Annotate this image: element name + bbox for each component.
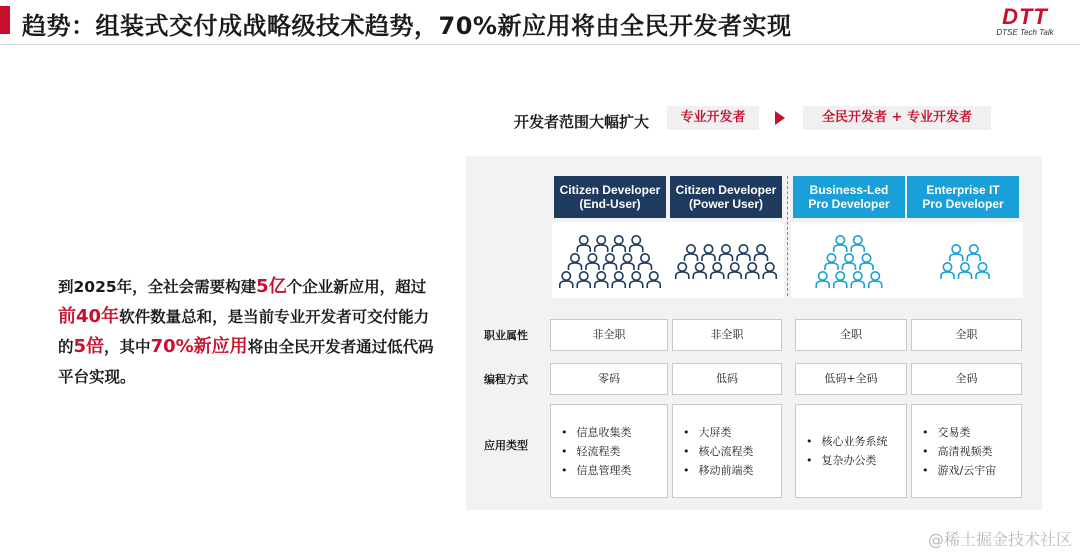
person-head-icon [731, 263, 739, 271]
list-item: • 交易类 [922, 423, 996, 442]
dev-card-citizen-power-user [670, 176, 782, 218]
list-item: • 信息管理类 [561, 461, 632, 480]
person-body-icon [763, 272, 776, 279]
people-small-group-icon [907, 222, 1023, 298]
person-body-icon [569, 263, 582, 270]
dev-card-citizen-end-user [554, 176, 666, 218]
person-body-icon [586, 263, 599, 270]
person-body-icon [869, 281, 882, 288]
person-head-icon [704, 245, 712, 253]
title-accent-bar [0, 6, 10, 34]
chip-pro-developer: 专业开发者 [667, 106, 759, 130]
person-head-icon [978, 263, 986, 271]
person-head-icon [687, 245, 695, 253]
person-body-icon [577, 281, 590, 288]
list-item: • 高清视频类 [922, 442, 996, 461]
person-head-icon [597, 236, 605, 244]
person-body-icon [630, 281, 643, 288]
people-group-icon [668, 222, 784, 298]
person-head-icon [952, 245, 960, 253]
app-type-list [561, 423, 632, 480]
person-body-icon [737, 254, 750, 261]
person-body-icon [851, 281, 864, 288]
dev-card-line2: Pro Developer [808, 197, 890, 211]
person-head-icon [819, 272, 827, 280]
person-body-icon [604, 263, 617, 270]
summary-paragraph [58, 272, 438, 392]
dev-card-business-pro [793, 176, 905, 218]
para-highlight-4: 70%新应用 [150, 336, 248, 357]
person-head-icon [836, 236, 844, 244]
person-head-icon [871, 272, 879, 280]
person-head-icon [713, 263, 721, 271]
person-head-icon [615, 272, 623, 280]
dev-card-line2: (Power User) [688, 197, 764, 211]
para-text-2: 个企业新应用，超过 [286, 278, 427, 296]
person-body-icon [595, 281, 608, 288]
dev-card-line2: Pro Developer [922, 197, 1004, 211]
app-type-list [683, 423, 754, 480]
para-text-5: 将由全民开发者通过低代码平台实现。 [58, 338, 434, 386]
cell-attribute: 非全职 [550, 319, 668, 351]
dev-card-line1: Enterprise IT [926, 183, 1000, 197]
para-text-3: 软件数量总和，是当前专业开发者可交付能力的 [58, 308, 430, 356]
list-item: • 复杂办公类 [806, 451, 888, 470]
chip-all-developers: 全民开发者 + 专业开发者 [803, 106, 991, 130]
dev-card-enterprise-it-pro [907, 176, 1019, 218]
cell-app-type [672, 404, 782, 498]
people-pyramid-icon [791, 222, 907, 298]
person-head-icon [632, 272, 640, 280]
cell-method: 低码 [672, 363, 782, 395]
person-body-icon [746, 272, 759, 279]
person-body-icon [851, 245, 864, 252]
brand-logo [990, 4, 1060, 40]
row-label-attribute: 职业属性 [484, 329, 528, 342]
person-body-icon [647, 281, 660, 288]
logo-mark: DTT [1002, 4, 1048, 29]
para-highlight-3: 5倍 [73, 336, 105, 357]
person-head-icon [961, 263, 969, 271]
cell-attribute: 非全职 [672, 319, 782, 351]
dev-card-line1: Citizen Developer [559, 183, 661, 197]
person-head-icon [641, 254, 649, 262]
person-body-icon [755, 254, 768, 261]
person-head-icon [678, 263, 686, 271]
person-body-icon [967, 254, 980, 261]
person-body-icon [816, 281, 829, 288]
dev-card-line1: Business-Led [809, 183, 889, 197]
header [0, 0, 1080, 46]
people-group-svg [668, 222, 784, 298]
person-body-icon [834, 245, 847, 252]
list-item: • 核心流程类 [683, 442, 754, 461]
person-body-icon [639, 263, 652, 270]
person-head-icon [562, 272, 570, 280]
person-head-icon [970, 245, 978, 253]
person-head-icon [632, 236, 640, 244]
person-body-icon [560, 281, 573, 288]
person-body-icon [860, 263, 873, 270]
person-body-icon [711, 272, 724, 279]
person-head-icon [571, 254, 579, 262]
person-body-icon [728, 272, 741, 279]
cell-app-type [550, 404, 668, 498]
people-small-group-svg [907, 222, 1023, 298]
person-head-icon [836, 272, 844, 280]
person-head-icon [827, 254, 835, 262]
arrow-right-icon [775, 111, 785, 125]
person-body-icon [685, 254, 698, 261]
person-head-icon [748, 263, 756, 271]
logo-subtitle: DTSE Tech Talk [996, 28, 1054, 37]
person-body-icon [720, 254, 733, 261]
person-body-icon [950, 254, 963, 261]
cell-app-type [911, 404, 1022, 498]
list-item: • 核心业务系统 [806, 432, 888, 451]
cell-method: 低码+全码 [795, 363, 907, 395]
person-head-icon [854, 236, 862, 244]
cell-attribute: 全职 [795, 319, 907, 351]
person-head-icon [943, 263, 951, 271]
person-body-icon [676, 272, 689, 279]
people-pyramid-icon [552, 222, 668, 298]
dev-card-line1: Citizen Developer [675, 183, 777, 197]
person-body-icon [693, 272, 706, 279]
dashed-separator [787, 176, 788, 296]
person-body-icon [577, 245, 590, 252]
person-head-icon [696, 263, 704, 271]
cell-attribute: 全职 [911, 319, 1022, 351]
people-pyramid-svg [791, 222, 907, 298]
para-text-4: ，其中 [104, 338, 151, 356]
person-head-icon [757, 245, 765, 253]
para-highlight-1: 5亿 [256, 276, 287, 297]
dev-card-line2: (End-User) [579, 197, 641, 211]
list-item: • 大屏类 [683, 423, 754, 442]
person-head-icon [722, 245, 730, 253]
list-item: • 信息收集类 [561, 423, 632, 442]
person-body-icon [959, 272, 972, 279]
header-divider [0, 44, 1080, 45]
people-pyramid-svg [552, 222, 668, 298]
row-label-app-type: 应用类型 [484, 439, 528, 452]
watermark: @稀土掘金技术社区 [927, 530, 1072, 549]
person-head-icon [854, 272, 862, 280]
person-head-icon [845, 254, 853, 262]
cell-method: 全码 [911, 363, 1022, 395]
person-body-icon [843, 263, 856, 270]
cell-app-type [795, 404, 907, 498]
person-head-icon [580, 272, 588, 280]
person-body-icon [702, 254, 715, 261]
person-head-icon [766, 263, 774, 271]
row-label-method: 编程方式 [484, 373, 528, 386]
person-body-icon [834, 281, 847, 288]
app-type-list [806, 432, 888, 470]
person-body-icon [825, 263, 838, 270]
person-head-icon [580, 236, 588, 244]
list-item: • 移动前端类 [683, 461, 754, 480]
person-head-icon [623, 254, 631, 262]
person-head-icon [739, 245, 747, 253]
person-body-icon [976, 272, 989, 279]
person-head-icon [606, 254, 614, 262]
para-text-1: 到2025年，全社会需要构建 [58, 278, 257, 296]
list-item: • 游戏/云宇宙 [922, 461, 996, 480]
person-head-icon [615, 236, 623, 244]
person-body-icon [621, 263, 634, 270]
expansion-label: 开发者范围大幅扩大 [514, 113, 650, 131]
person-head-icon [862, 254, 870, 262]
person-head-icon [588, 254, 596, 262]
person-body-icon [612, 245, 625, 252]
person-body-icon [595, 245, 608, 252]
app-type-list [922, 423, 996, 480]
para-highlight-2: 前40年 [58, 306, 120, 327]
person-body-icon [941, 272, 954, 279]
list-item: • 轻流程类 [561, 442, 632, 461]
person-body-icon [612, 281, 625, 288]
person-body-icon [630, 245, 643, 252]
cell-method: 零码 [550, 363, 668, 395]
page-title: 趋势：组装式交付成战略级技术趋势，70%新应用将由全民开发者实现 [22, 12, 792, 40]
person-head-icon [597, 272, 605, 280]
person-head-icon [650, 272, 658, 280]
